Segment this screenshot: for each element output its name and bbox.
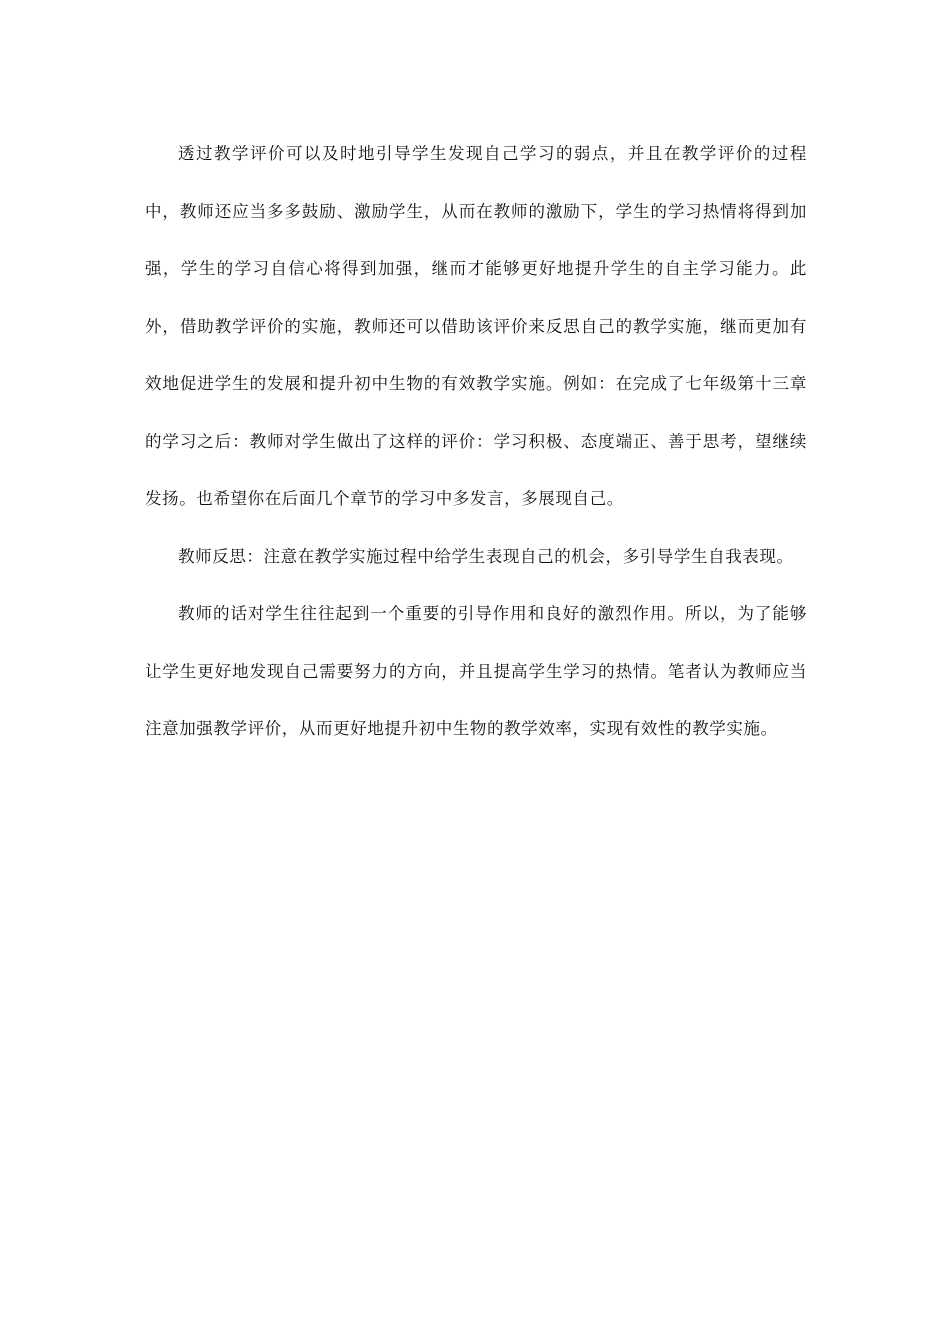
- paragraph-conclusion: 教师的话对学生往往起到一个重要的引导作用和良好的激烈作用。所以，为了能够让学生更好地发现自己需要努力的方向，并且提高学生学习的热情。笔者认为教师应当注意加强教学评价，从而更好地提升初中生物的教学效率，实现有效性的教学实施。: [145, 604, 807, 738]
- paragraph-teacher-reflection: 教师反思：注意在教学实施过程中给学生表现自己的机会，多引导学生自我表现。: [178, 546, 794, 566]
- paragraph-evaluation-example: 透过教学评价可以及时地引导学生发现自己学习的弱点，并且在教学评价的过程中，教师还应当多多鼓励、激励学生，从而在教师的激励下，学生的学习热情将得到加强，学生的学习自信心将得到加强，继而才能够更好地提升学生的自主学习能力。此外，借助教学评价的实施，教师还可以借助该评价来反思自己的教学实施，继而更加有效地促进学生的发展和提升初中生物的有效教学实施。例如：在完成了七年级第十三章的学习之后：教师对学生做出了这样的评价：学习积极、态度端正、善于思考，望继续发扬。也希望你在后面几个章节的学习中多发言，多展现自己。: [145, 144, 807, 508]
- body-text: [145, 125, 807, 758]
